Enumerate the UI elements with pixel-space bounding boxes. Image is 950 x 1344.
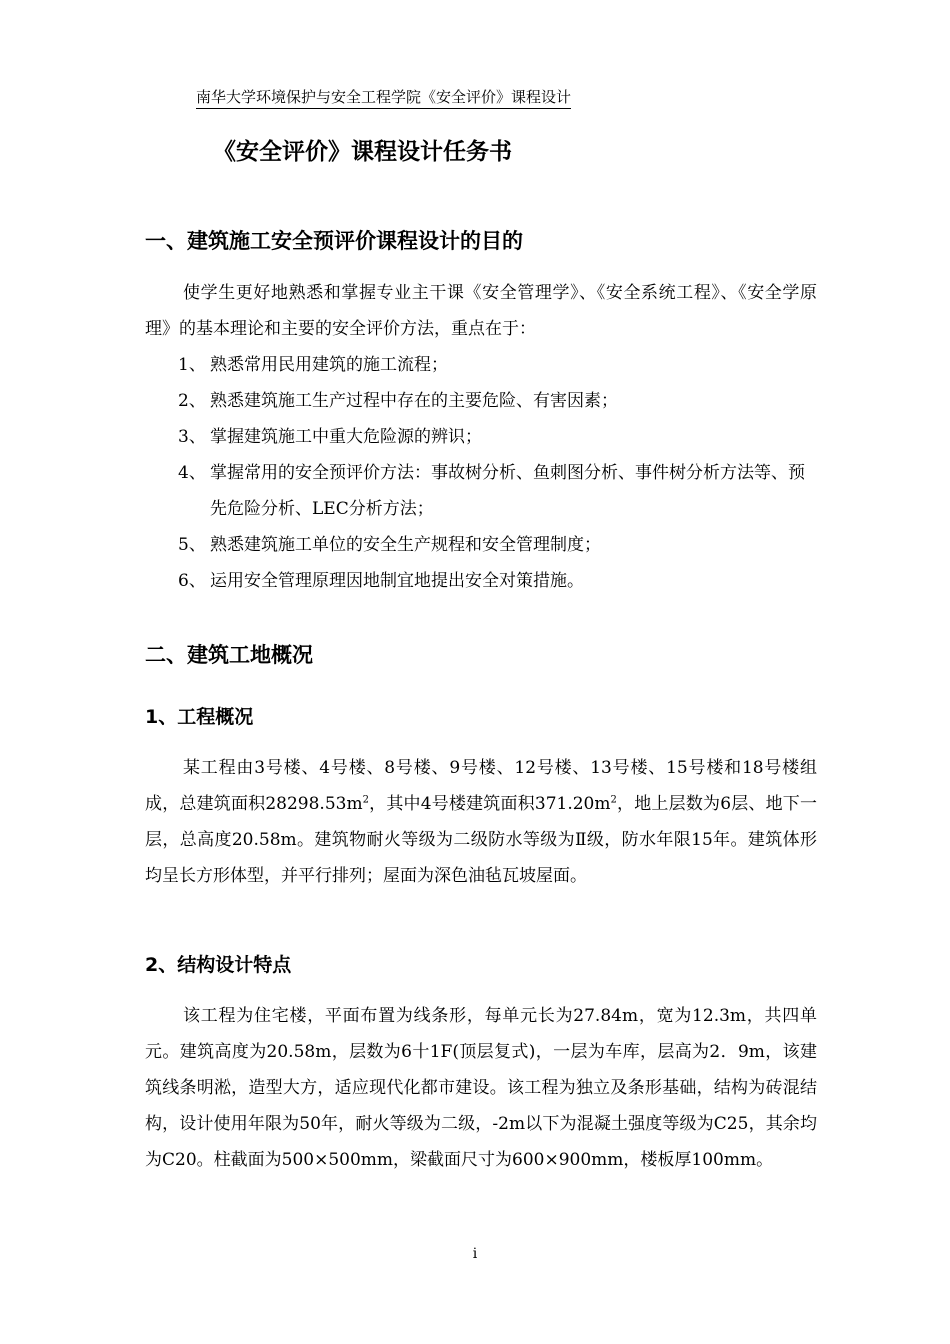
list-item-number: 3、 bbox=[178, 427, 206, 447]
section-2-heading: 二、建筑工地概况 bbox=[145, 643, 313, 667]
list-item-text: 熟悉建筑施工单位的安全生产规程和安全管理制度； bbox=[210, 535, 601, 555]
section-1-intro: 使学生更好地熟悉和掌握专业主干课《安全管理学》、《安全系统工程》、《安全学原理》的基本理论和主要的安全评价方法，重点在于： bbox=[145, 283, 817, 339]
list-item bbox=[178, 563, 818, 599]
objectives-list bbox=[178, 347, 818, 599]
page-number: i bbox=[472, 1246, 478, 1262]
list-item-number: 2、 bbox=[178, 391, 206, 411]
list-item-text: 熟悉建筑施工生产过程中存在的主要危险、有害因素； bbox=[210, 391, 618, 411]
subsection-2-heading: 2、结构设计特点 bbox=[145, 954, 292, 976]
list-item bbox=[178, 527, 818, 563]
document-title: 《安全评价》课程设计任务书 bbox=[213, 139, 512, 165]
list-item bbox=[178, 455, 818, 527]
project-overview-text-c: ，地上层数为6层、地下一层，总高度20.58m。建筑物耐火等级为二级防水等级为Ⅱ级，防水年限15年。建筑体形均呈长方形体型，并平行排列；屋面为深色油毡瓦坡屋面。 bbox=[145, 794, 817, 886]
structure-design-paragraph: 该工程为住宅楼，平面布置为线条形，每单元长为27.84m，宽为12.3m，共四单元。建筑高度为20.58m，层数为6十1F(顶层复式)，一层为车库，层高为2．9m，该建筑线条明淞，造型大方，适应现代化都市建设。该工程为独立及条形基础，结构为砖混结构，设计使用年限为50年，耐火等级为二级，-2m以下为混凝土强度等级为C25，其余均为C20。柱截面为500×500mm，梁截面尺寸为600×900mm，楼板厚100mm。 bbox=[145, 1006, 817, 1170]
list-item-text: 掌握建筑施工中重大危险源的辨识； bbox=[210, 427, 482, 447]
subsection-1-heading: 1、工程概况 bbox=[145, 706, 254, 728]
list-item-text: 熟悉常用民用建筑的施工流程； bbox=[210, 355, 448, 375]
project-overview-text-a: 某工程由3号楼、4号楼、8号楼、9号楼、12号楼、13号楼、15号楼和18号楼组成，总建筑面积28298.53m bbox=[145, 758, 817, 814]
list-item-number: 1、 bbox=[178, 355, 206, 375]
project-overview-text-b: ，其中4号楼建筑面积371.20m bbox=[368, 794, 611, 814]
list-item-number: 4、 bbox=[178, 463, 206, 483]
list-item bbox=[178, 383, 818, 419]
list-item-number: 6、 bbox=[178, 571, 206, 591]
superscript-unit: 2 bbox=[610, 794, 617, 806]
section-1-heading: 一、建筑施工安全预评价课程设计的目的 bbox=[145, 229, 523, 253]
list-item-number: 5、 bbox=[178, 535, 206, 555]
list-item bbox=[178, 419, 818, 455]
list-item-text: 运用安全管理原理因地制宜地提出安全对策措施。 bbox=[210, 571, 584, 591]
superscript-unit: 2 bbox=[362, 794, 369, 806]
running-header: 南华大学环境保护与安全工程学院《安全评价》课程设计 bbox=[196, 87, 571, 109]
project-overview-paragraph bbox=[145, 750, 817, 894]
list-item bbox=[178, 347, 818, 383]
list-item-text: 掌握常用的安全预评价方法：事故树分析、鱼刺图分析、事件树分析方法等、预先危险分析、LEC分析方法； bbox=[210, 463, 805, 519]
